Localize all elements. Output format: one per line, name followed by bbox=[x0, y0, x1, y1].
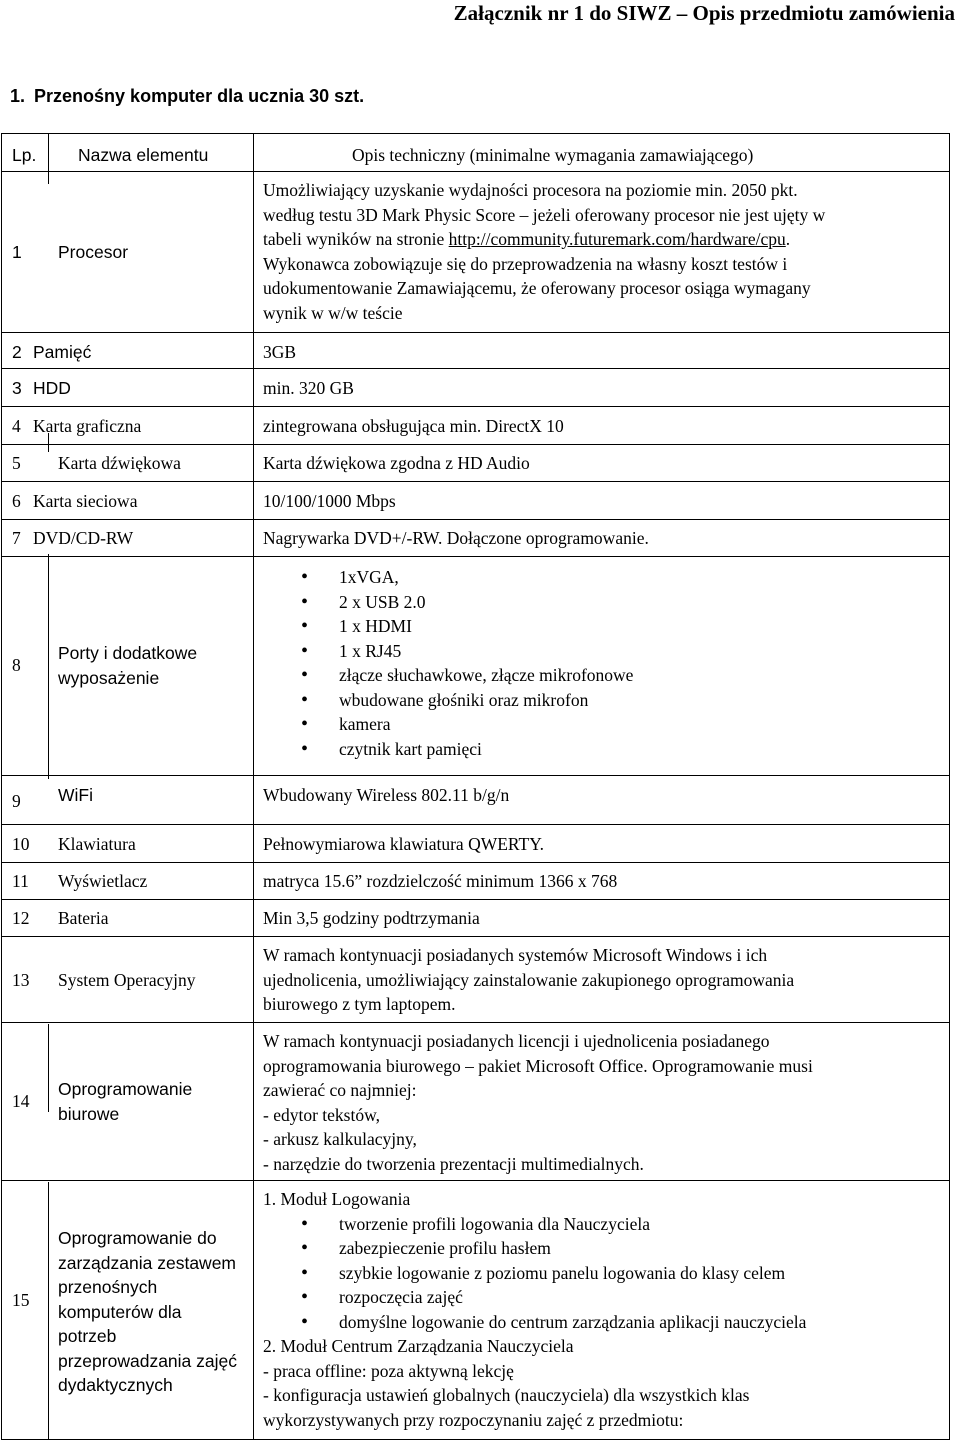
futuremark-link[interactable]: http://community.futuremark.com/hardware/cpu bbox=[448, 229, 786, 249]
description-line: wykorzystywanych przy rozpoczynaniu zajęć z przedmiotu: bbox=[263, 1409, 684, 1430]
name-line: przenośnych bbox=[58, 1277, 158, 1297]
row-10-lp: 10 bbox=[12, 834, 30, 854]
row-divider bbox=[1, 519, 950, 520]
row-divider bbox=[1, 444, 950, 445]
section-heading: Przenośny komputer dla ucznia 30 szt. bbox=[34, 86, 365, 106]
row-2-name: Pamięć bbox=[33, 342, 92, 362]
description-text: tabeli wyników na stronie bbox=[263, 229, 449, 249]
name-line: komputerów dla bbox=[58, 1301, 182, 1322]
row-divider bbox=[1, 332, 950, 333]
description-line: - konfiguracja ustawień globalnych (nauczyciela) dla wszystkich klas bbox=[263, 1385, 750, 1405]
login-module-list bbox=[263, 1212, 806, 1335]
row-9-lp: 9 bbox=[12, 791, 21, 811]
spec-table bbox=[0, 133, 952, 1442]
header-lp: Lp. bbox=[12, 145, 37, 165]
description-line: - arkusz kalkulacyjny, bbox=[263, 1129, 417, 1149]
row-3-lp: 3 bbox=[12, 378, 22, 398]
list-item: • czytnik kart pamięci bbox=[263, 737, 633, 762]
list-item: • szybkie logowanie z poziomu panelu logowania do klasy celem bbox=[263, 1261, 806, 1286]
row-4-name: Karta graficzna bbox=[33, 416, 142, 436]
name-line: Porty i dodatkowe bbox=[58, 643, 198, 663]
row-13-lp: 13 bbox=[12, 970, 30, 990]
row-1-lp: 1 bbox=[12, 242, 22, 262]
header-description: Opis techniczny (minimalne wymagania zamawiającego) bbox=[352, 145, 754, 165]
row-9-name: WiFi bbox=[58, 785, 93, 805]
name-line: Oprogramowanie bbox=[58, 1079, 193, 1099]
row-14-name bbox=[58, 1077, 192, 1126]
description-line: - edytor tekstów, bbox=[263, 1104, 380, 1125]
section-number: 1. bbox=[10, 86, 26, 106]
document-header: Załącznik nr 1 do SIWZ – Opis przedmiotu zamówienia bbox=[453, 1, 955, 25]
row-divider bbox=[1, 406, 950, 407]
row-13-name: System Operacyjny bbox=[58, 970, 196, 990]
row-12-description: Min 3,5 godziny podtrzymania bbox=[263, 908, 480, 928]
name-line: dydaktycznych bbox=[58, 1375, 173, 1395]
row-divider bbox=[1, 481, 950, 482]
row-11-name: Wyświetlacz bbox=[58, 871, 148, 891]
row-divider bbox=[1, 936, 950, 937]
name-line: zarządzania zestawem bbox=[58, 1252, 236, 1273]
list-item: • kamera bbox=[263, 712, 633, 737]
row-7-lp: 7 bbox=[12, 528, 21, 548]
list-item: • 1 x RJ45 bbox=[263, 639, 633, 664]
list-item: • 1xVGA, bbox=[263, 565, 633, 590]
row-15-description bbox=[263, 1187, 806, 1432]
row-5-lp: 5 bbox=[12, 453, 21, 473]
row-divider bbox=[1, 1022, 950, 1023]
row-1-description bbox=[263, 178, 825, 325]
description-line: zawierać co najmniej: bbox=[263, 1080, 417, 1100]
table-border-left bbox=[1, 133, 2, 1440]
row-4-lp: 4 bbox=[12, 416, 21, 436]
list-item: • zabezpieczenie profilu hasłem bbox=[263, 1236, 806, 1261]
row-10-description: Pełnowymiarowa klawiatura QWERTY. bbox=[263, 834, 544, 854]
row-5-name: Karta dźwiękowa bbox=[58, 453, 181, 473]
description-line: według testu 3D Mark Physic Score – jeżeli oferowany procesor nie jest ujęty w bbox=[263, 204, 826, 225]
column-divider-lp bbox=[48, 1182, 49, 1440]
row-2-lp: 2 bbox=[12, 342, 22, 362]
description-line: ujednolicenia, umożliwiający zainstalowanie zakupionego oprogramowania bbox=[263, 969, 795, 990]
column-divider-lp bbox=[48, 1024, 49, 1112]
row-5-description: Karta dźwiękowa zgodna z HD Audio bbox=[263, 453, 530, 473]
description-line: W ramach kontynuacji posiadanych systemów Microsoft Windows i ich bbox=[263, 945, 768, 965]
row-3-name: HDD bbox=[33, 378, 71, 398]
list-item: • wbudowane głośniki oraz mikrofon bbox=[263, 688, 633, 713]
row-8-lp: 8 bbox=[12, 655, 21, 675]
description-text: . bbox=[785, 229, 791, 249]
row-divider bbox=[1, 1180, 950, 1181]
name-line: potrzeb bbox=[58, 1326, 117, 1346]
column-divider-lp bbox=[48, 133, 49, 184]
list-item: • 2 x USB 2.0 bbox=[263, 590, 633, 615]
ports-list bbox=[263, 565, 633, 761]
description-line: oprogramowania biurowego – pakiet Microsoft Office. Oprogramowanie musi bbox=[263, 1055, 813, 1076]
row-6-name: Karta sieciowa bbox=[33, 491, 138, 511]
list-item-continued: • rozpoczęcia zajęć bbox=[263, 1285, 806, 1310]
description-line: Wykonawca zobowiązuje się do przeprowadzenia na własny koszt testów i bbox=[263, 253, 788, 274]
description-line: udokumentowanie Zamawiającemu, że oferowany procesor osiąga wymagany bbox=[263, 278, 811, 298]
list-item: • złącze słuchawkowe, złącze mikrofonowe bbox=[263, 663, 633, 688]
row-9-description: Wbudowany Wireless 802.11 b/g/n bbox=[263, 785, 510, 805]
description-line: - praca offline: poza aktywną lekcję bbox=[263, 1360, 514, 1381]
name-line: biurowe bbox=[58, 1103, 120, 1124]
table-border-top bbox=[1, 133, 950, 134]
row-divider bbox=[1, 899, 950, 900]
row-14-description bbox=[263, 1029, 813, 1176]
row-divider bbox=[1, 862, 950, 863]
list-item: • domyślne logowanie do centrum zarządzania aplikacji nauczyciela bbox=[263, 1310, 806, 1335]
row-8-description bbox=[263, 565, 633, 761]
row-3-description: min. 320 GB bbox=[263, 378, 354, 398]
row-12-name: Bateria bbox=[58, 908, 109, 928]
row-divider bbox=[1, 171, 950, 172]
row-divider bbox=[1, 775, 950, 776]
header-name: Nazwa elementu bbox=[78, 145, 209, 165]
row-6-description: 10/100/1000 Mbps bbox=[263, 491, 396, 511]
name-line: Oprogramowanie do bbox=[58, 1228, 217, 1248]
module-heading: 2. Moduł Centrum Zarządzania Nauczyciela bbox=[263, 1336, 574, 1356]
description-line: W ramach kontynuacji posiadanych licencji i ujednolicenia posiadanego bbox=[263, 1031, 770, 1051]
list-item: • tworzenie profili logowania dla Nauczyciela bbox=[263, 1212, 806, 1237]
row-divider bbox=[1, 824, 950, 825]
row-11-lp: 11 bbox=[12, 871, 29, 891]
row-13-description bbox=[263, 943, 794, 1017]
description-line: biurowego z tym laptopem. bbox=[263, 994, 456, 1014]
description-line: wynik w w/w teście bbox=[263, 302, 403, 323]
row-10-name: Klawiatura bbox=[58, 834, 136, 854]
name-line: przeprowadzania zajęć bbox=[58, 1350, 237, 1371]
column-divider-lp bbox=[48, 554, 49, 779]
row-14-lp: 14 bbox=[12, 1091, 30, 1111]
row-11-description: matryca 15.6” rozdzielczość minimum 1366 x 768 bbox=[263, 871, 618, 891]
row-6-lp: 6 bbox=[12, 491, 21, 511]
row-7-name: DVD/CD-RW bbox=[33, 528, 134, 548]
module-heading: 1. Moduł Logowania bbox=[263, 1189, 411, 1209]
row-7-description: Nagrywarka DVD+/-RW. Dołączone oprogramowanie. bbox=[263, 528, 649, 548]
name-line: wyposażenie bbox=[58, 667, 160, 688]
row-divider bbox=[1, 556, 950, 557]
row-12-lp: 12 bbox=[12, 908, 30, 928]
description-line bbox=[263, 227, 825, 252]
row-8-name bbox=[58, 641, 197, 690]
row-divider bbox=[1, 368, 950, 369]
row-15-name bbox=[58, 1226, 237, 1398]
row-15-lp: 15 bbox=[12, 1290, 30, 1310]
row-1-name: Procesor bbox=[58, 242, 129, 262]
table-border-right bbox=[949, 133, 950, 1440]
section-title bbox=[10, 84, 368, 108]
row-2-description: 3GB bbox=[263, 342, 297, 362]
row-4-description: zintegrowana obsługująca min. DirectX 10 bbox=[263, 416, 564, 436]
column-divider-name bbox=[253, 133, 254, 1440]
description-line: Umożliwiający uzyskanie wydajności procesora na poziomie min. 2050 pkt. bbox=[263, 180, 798, 200]
description-line: - narzędzie do tworzenia prezentacji multimedialnych. bbox=[263, 1153, 644, 1174]
list-item: • 1 x HDMI bbox=[263, 614, 633, 639]
